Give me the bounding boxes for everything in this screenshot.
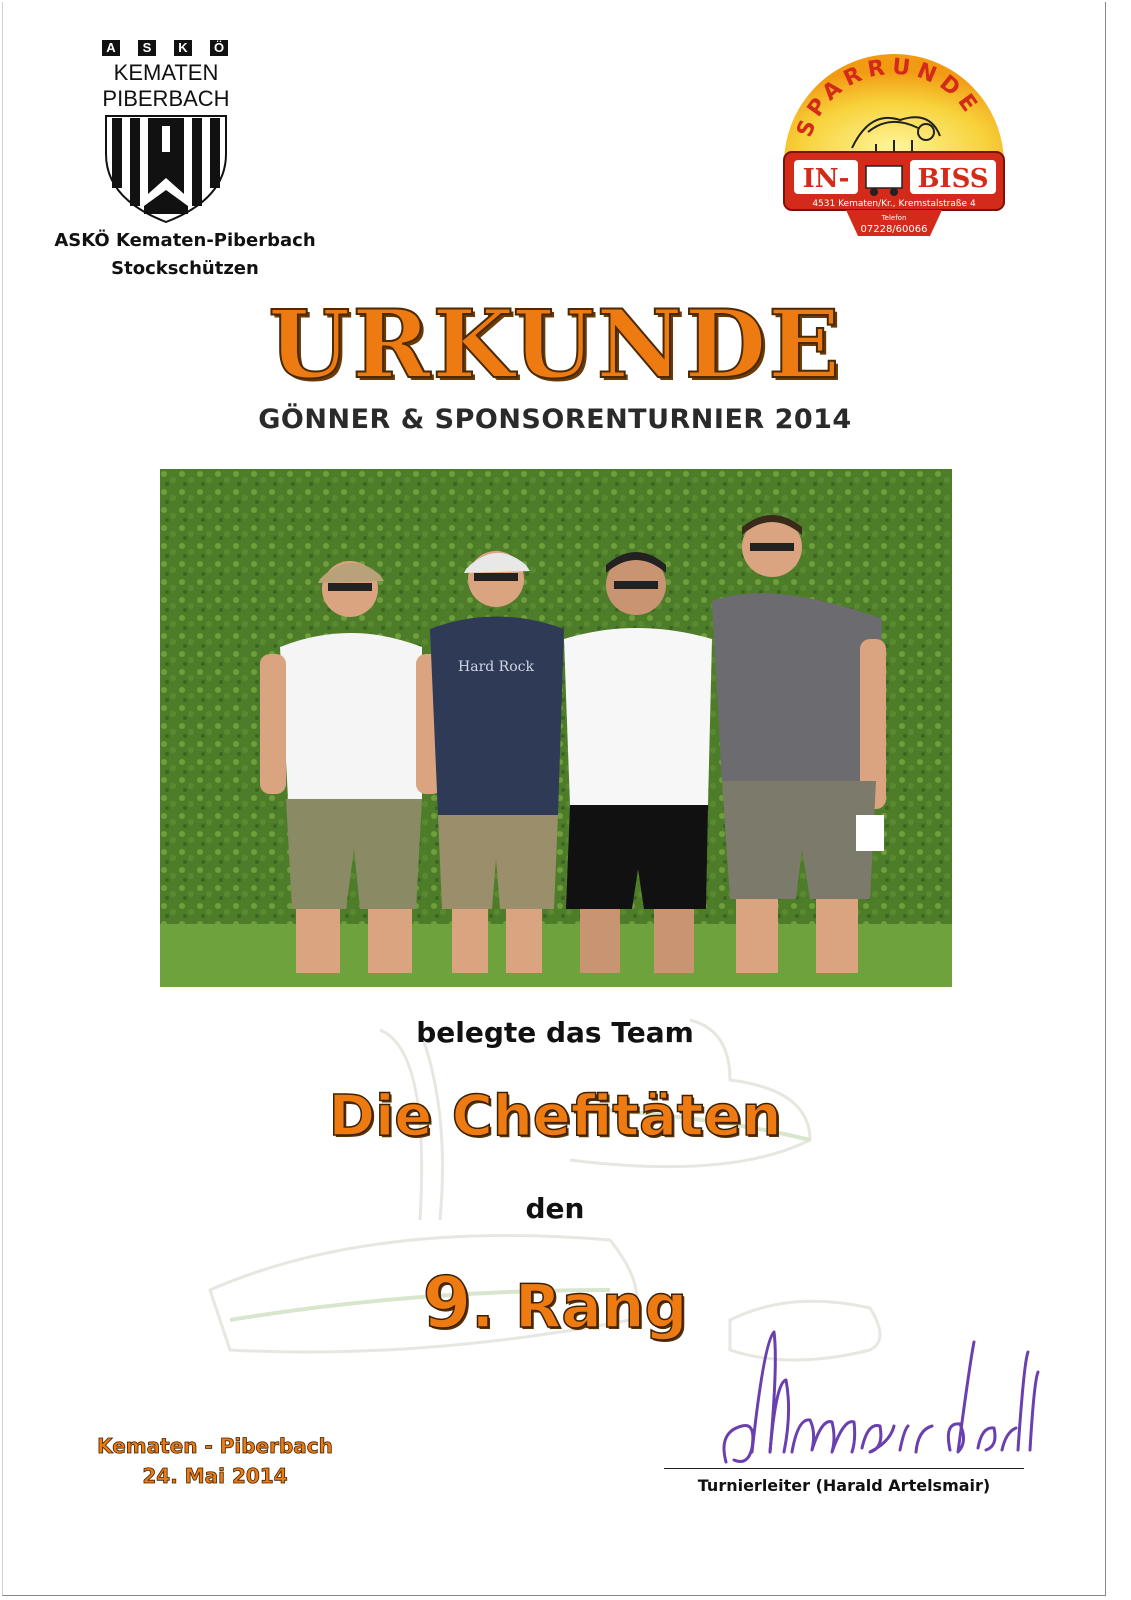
team-name: Die Chefitäten	[328, 1084, 782, 1149]
club-shield-icon	[104, 114, 228, 224]
sponsor-phone: 07228/60066	[860, 224, 928, 235]
handwritten-signature	[712, 1322, 1042, 1472]
club-logo-letter: Ö	[210, 40, 228, 56]
certificate-title: URKUNDE	[268, 290, 842, 400]
club-logo-letter: K	[174, 40, 192, 56]
club-logo	[96, 36, 236, 226]
team-photo	[160, 469, 952, 987]
event-place: Kematen - Piberbach	[97, 1434, 333, 1458]
club-logo-letters	[102, 40, 228, 56]
rank-suffix: . Rang	[471, 1272, 688, 1342]
signature-caption: Turnierleiter (Harald Artelsmair)	[697, 1476, 991, 1495]
sponsor-phone-label: Telefon	[881, 214, 907, 222]
svg-text:Hard Rock: Hard Rock	[458, 659, 534, 675]
club-logo-letter: A	[102, 40, 120, 56]
sponsor-logo	[780, 40, 1008, 240]
sponsor-brand-right: BISS	[917, 164, 989, 194]
sponsor-brand-left: IN-	[802, 164, 850, 194]
den-text: den	[525, 1192, 585, 1225]
club-logo-line2: PIBERBACH	[102, 86, 230, 111]
club-logo-line1: KEMATEN	[113, 60, 219, 85]
sponsor-address: 4531 Kematen/Kr., Kremstalstraße 4	[812, 199, 976, 209]
certificate-subtitle: GÖNNER & SPONSORENTURNIER 2014	[258, 404, 852, 435]
placed-text: belegte das Team	[416, 1016, 694, 1049]
club-department: Stockschützen	[111, 258, 259, 279]
sponsor-arc-text: SPARRUNDE	[792, 54, 986, 141]
rank-number: 9	[422, 1262, 472, 1344]
event-date: 24. Mai 2014	[142, 1464, 288, 1488]
club-logo-letter: S	[138, 40, 156, 56]
club-name: ASKÖ Kematen-Piberbach	[54, 230, 316, 251]
signature-line	[664, 1468, 1024, 1469]
